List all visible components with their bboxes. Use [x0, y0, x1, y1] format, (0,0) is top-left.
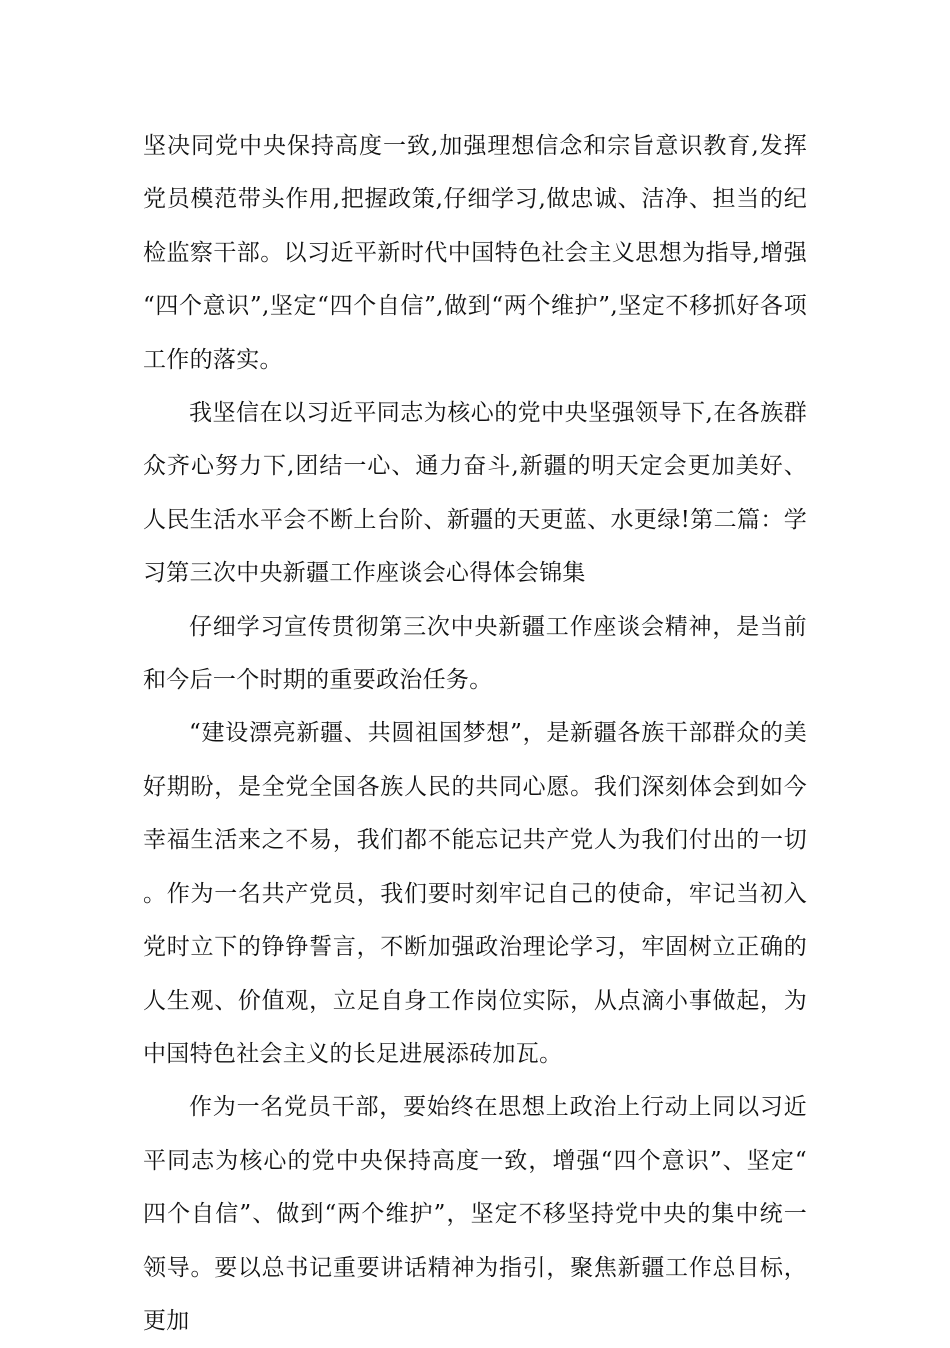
document-body [143, 120, 807, 1348]
paragraph-4: “建设漂亮新疆、共圆祖国梦想”，是新疆各族干部群众的美好期盼，是全党全国各族人民的共同心愿。我们深刻体会到如今幸福生活来之不易，我们都不能忘记共产党人为我们付出的一切。作为一名共产党员，我们要时刻牢记自己的使命，牢记当初入党时立下的铮铮誓言，不断加强政治理论学习，牢固树立正确的人生观、价值观，立足自身工作岗位实际，从点滴小事做起，为中国特色社会主义的长足进展添砖加瓦。 [143, 720, 807, 1067]
paragraph-2: 我坚信在以习近平同志为核心的党中央坚强领导下,在各族群众齐心努力下,团结一心、通力奋斗,新疆的明天定会更加美好、人民生活水平会不断上台阶、新疆的天更蓝、水更绿!第二篇：学习第三次中央新疆工作座谈会心得体会锦集 [143, 400, 807, 587]
paragraph-1: 坚决同党中央保持高度一致,加强理想信念和宗旨意识教育,发挥党员模范带头作用,把握政策,仔细学习,做忠诚、洁净、担当的纪检监察干部。以习近平新时代中国特色社会主义思想为指导,增强“四个意识”,坚定“四个自信”,做到“两个维护”,坚定不移抓好各项工作的落实。 [143, 133, 807, 373]
paragraph-5: 作为一名党员干部，要始终在思想上政治上行动上同以习近平同志为核心的党中央保持高度一致，增强“四个意识”、坚定“四个自信”、做到“两个维护”，坚定不移坚持党中央的集中统一领导。要以总书记重要讲话精神为指引，聚焦新疆工作总目标，更加 [143, 1094, 807, 1334]
paragraph-3: 仔细学习宣传贯彻第三次中央新疆工作座谈会精神，是当前和今后一个时期的重要政治任务。 [143, 613, 807, 694]
